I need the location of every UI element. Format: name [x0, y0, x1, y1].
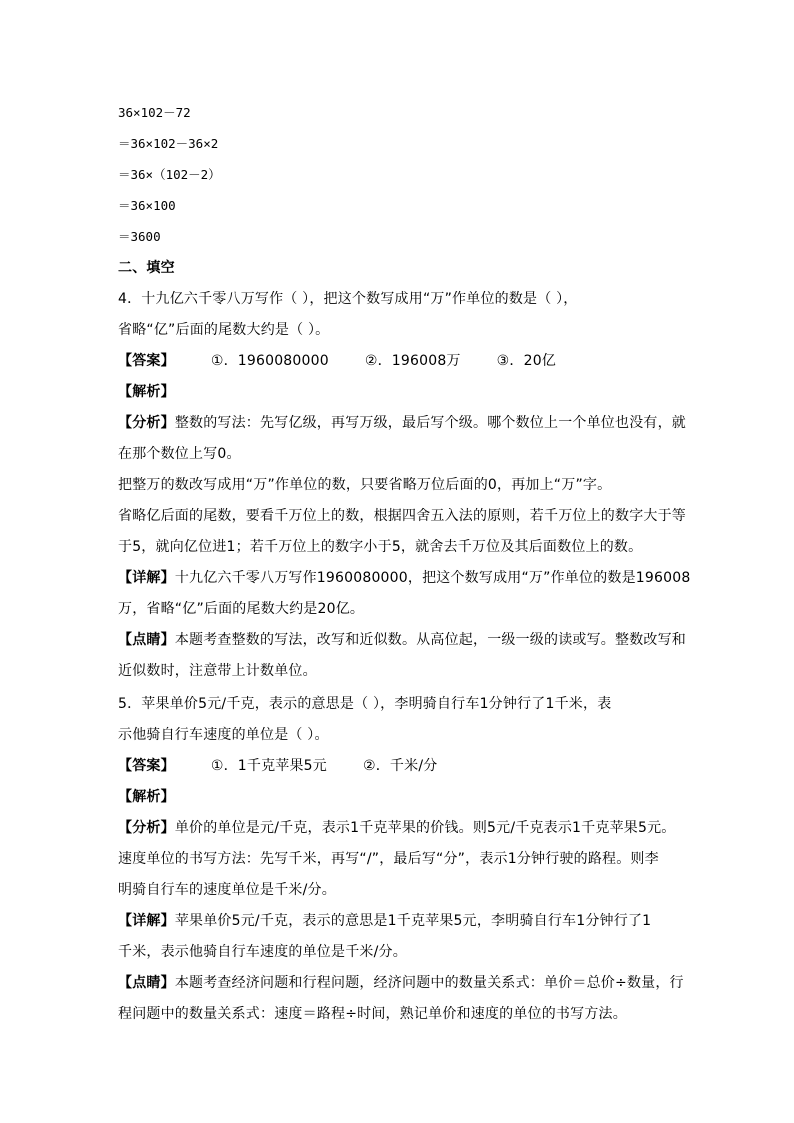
section-title: 二、填空: [118, 260, 175, 276]
q4-answer: [118, 353, 678, 369]
analysis-text: 整数的写法：先写亿级，再写万级，最后写个级。哪个数位上一个单位也没有，就: [174, 415, 687, 431]
comment-text: 本题考查整数的写法，改写和近似数。从高位起，一级一级的读或写。整数改写和: [174, 632, 687, 648]
answer-tag: 【答案】: [118, 353, 175, 369]
detail-text: 十九亿六千零八万写作1960080000，把这个数写成用“万”作单位的数是196008: [174, 570, 691, 586]
q4-analysis: 于5，就向亿位进1；若千万位上的数字小于5，就舍去千万位及其后面数位上的数。: [118, 539, 643, 555]
q4-analysis: 把整万的数改写成用“万”作单位的数，只要省略万位后面的0，再加上“万”字。: [118, 477, 612, 493]
answer-tag: 【答案】: [118, 758, 175, 774]
answer-item: ②．千米/分: [362, 758, 438, 774]
analysis-heading: 【解析】: [118, 384, 175, 400]
analysis-tag: 【分析】: [118, 415, 175, 431]
q4-analysis: 在那个数位上写0。: [118, 446, 241, 462]
q5-analysis: 明骑自行车的速度单位是千米/分。: [118, 882, 336, 898]
q4-comment: 近似数时，注意带上计数单位。: [118, 663, 317, 679]
detail-text: 苹果单价5元/千克，表示的意思是1千克苹果5元，李明骑自行车1分钟行了1: [174, 913, 652, 929]
analysis-heading: 【解析】: [118, 789, 175, 805]
comment-tag: 【点睛】: [118, 632, 175, 648]
q5-stem: 5．苹果单价5元/千克，表示的意思是（ ），李明骑自行车1分钟行了1千米，表: [118, 696, 612, 712]
q4-analysis: 省略亿后面的尾数，要看千万位上的数，根据四舍五入法的原则，若千万位上的数字大于等: [118, 508, 686, 524]
answer-item: ②．196008万: [364, 353, 461, 369]
analysis-tag: 【分析】: [118, 820, 175, 836]
q4-comment: [118, 632, 687, 648]
q4-analysis: [118, 415, 687, 431]
calc-line: ＝3600: [118, 229, 161, 244]
comment-text: 本题考查经济问题和行程问题，经济问题中的数量关系式：单价＝总价÷数量，行: [174, 975, 684, 991]
q5-stem: 示他骑自行车速度的单位是（ ）。: [118, 727, 329, 743]
q5-answer: [118, 758, 678, 774]
q4-detail: 万，省略“亿”后面的尾数大约是20亿。: [118, 601, 365, 617]
detail-tag: 【详解】: [118, 913, 175, 929]
q5-comment: [118, 975, 684, 991]
q5-analysis: [118, 820, 678, 836]
detail-tag: 【详解】: [118, 570, 175, 586]
calc-line: ＝36×102－36×2: [118, 136, 219, 151]
comment-tag: 【点睛】: [118, 975, 175, 991]
calc-line: ＝36×（102－2）: [118, 167, 221, 182]
q4-stem: 省略“亿”后面的尾数大约是（ ）。: [118, 322, 330, 338]
q5-comment: 程问题中的数量关系式：速度＝路程÷时间，熟记单价和速度的单位的书写方法。: [118, 1006, 627, 1022]
answer-item: ③．20亿: [496, 353, 557, 369]
q4-detail: [118, 570, 691, 586]
calc-line: 36×102－72: [118, 105, 191, 120]
answer-item: ①．1千克苹果5元: [210, 758, 327, 774]
q5-analysis: 速度单位的书写方法：先写千米，再写“/”，最后写“分”，表示1分钟行驶的路程。则李: [118, 851, 659, 867]
calc-line: ＝36×100: [118, 198, 176, 213]
q5-detail: 千米，表示他骑自行车速度的单位是千米/分。: [118, 944, 407, 960]
answer-item: ①．1960080000: [210, 353, 329, 369]
q5-detail: [118, 913, 678, 929]
q4-stem: 4．十九亿六千零八万写作（ ），把这个数写成用“万”作单位的数是（ ），: [118, 291, 578, 307]
analysis-text: 单价的单位是元/千克，表示1千克苹果的价钱。则5元/千克表示1千克苹果5元。: [174, 820, 676, 836]
